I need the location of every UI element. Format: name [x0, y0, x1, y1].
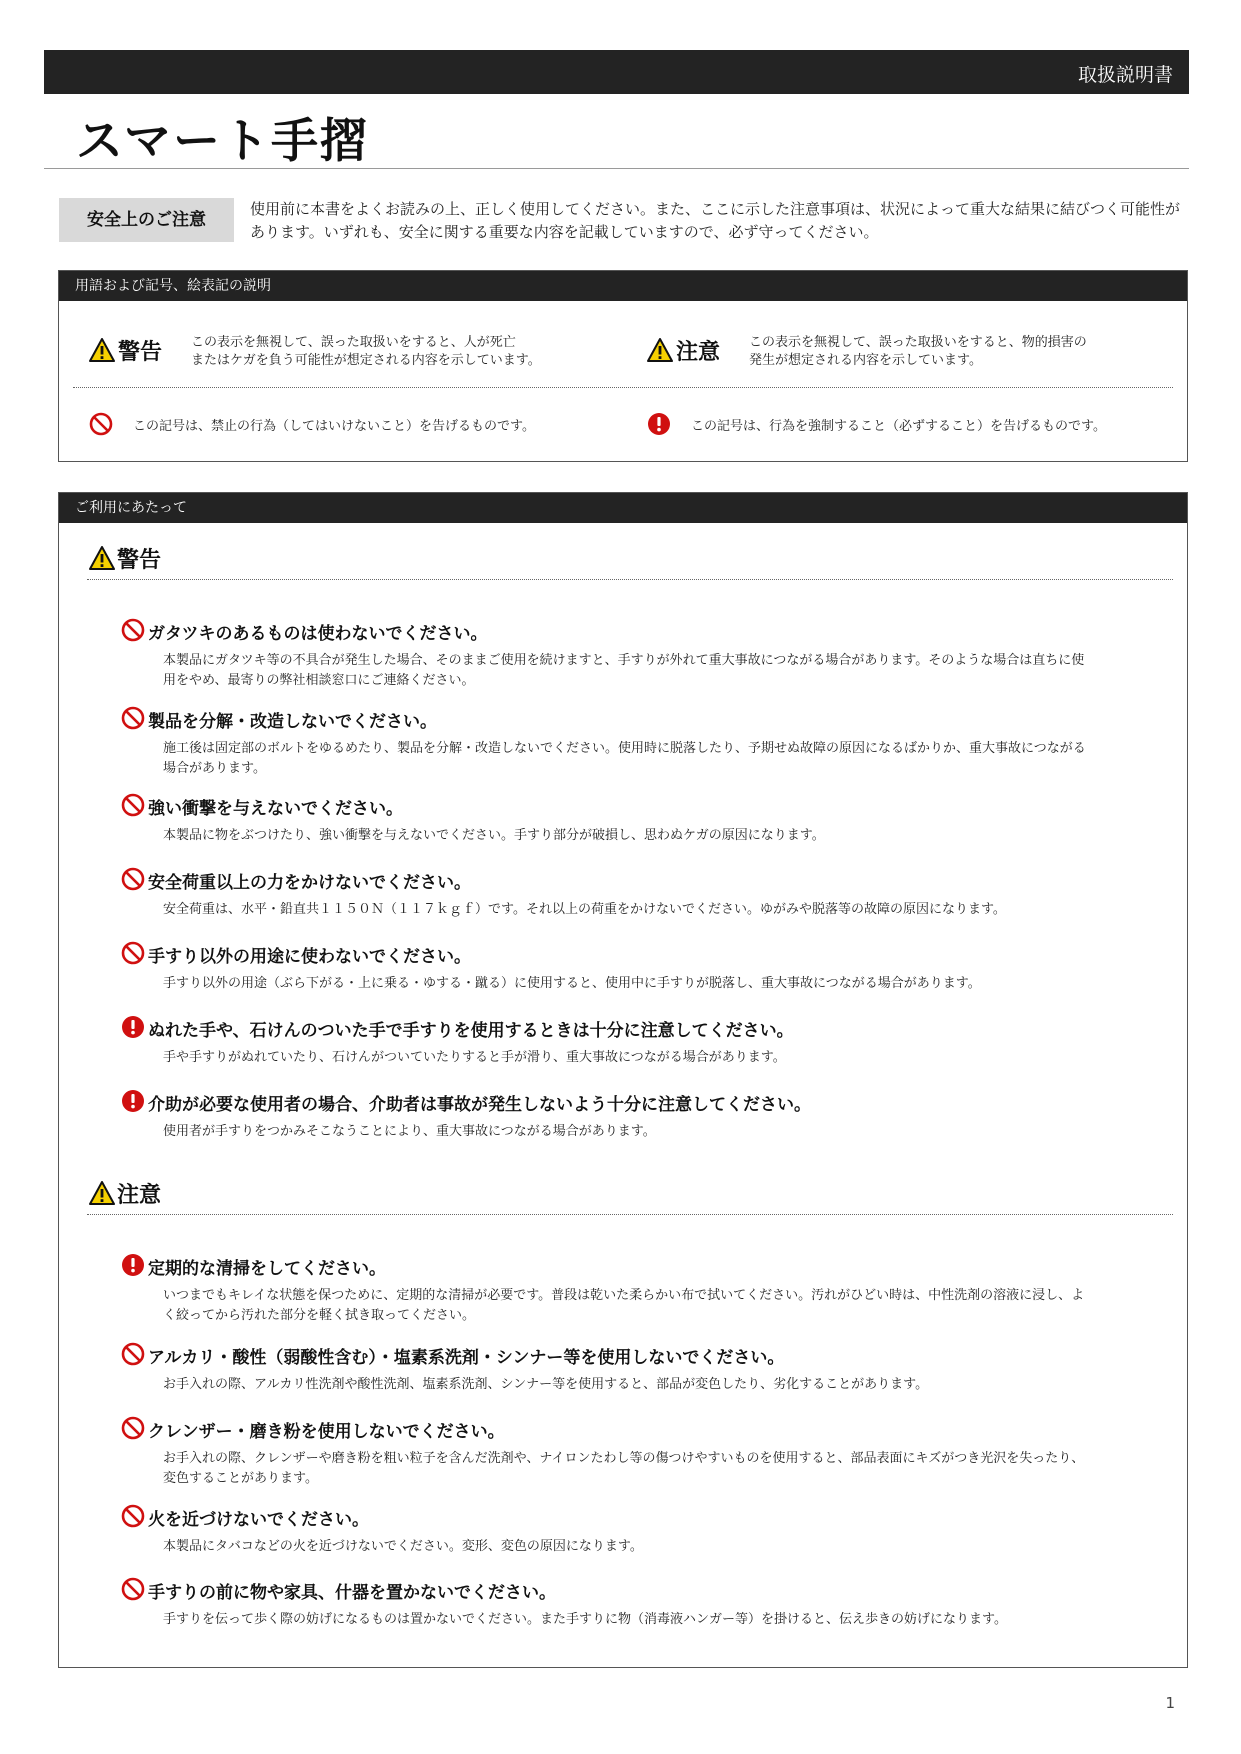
mandatory-icon [121, 1015, 145, 1039]
caution-item-title: アルカリ・酸性（弱酸性含む）・塩素系洗剤・シンナー等を使用しないでください。 [148, 1348, 785, 1368]
caution-item-title: 手すりの前に物や家具、什器を置かないでください。 [148, 1583, 556, 1603]
warning-label: 警告 [118, 340, 163, 365]
caution-item-body: お手入れの際、アルカリ性洗剤や酸性洗剤、塩素系洗剤、シンナー等を使用すると、部品が変色したり、劣化することがあります。 [163, 1377, 929, 1392]
warning-item-body: 使用者が手すりをつかみそこなうことにより、重大事故につながる場合があります。 [163, 1124, 656, 1139]
warning-item-body: 本製品に物をぶつけたり、強い衝撃を与えないでください。手すり部分が破損し、思わぬケガの原因になります。 [163, 828, 825, 843]
page-title: スマート手摺 [76, 114, 370, 169]
warning-item-title: 安全荷重以上の力をかけないでください。 [148, 873, 471, 893]
prohibit-icon [121, 618, 145, 642]
warning-item-title: ガタツキのあるものは使わないでください。 [148, 624, 488, 644]
caution-section-icon [89, 1181, 115, 1205]
document-type: 取扱説明書 [1077, 64, 1173, 86]
warning-item-body: 手すり以外の用途（ぶら下がる・上に乗る・ゆする・蹴る）に使用すると、使用中に手すりが脱落し、重大事故につながる場合があります。 [163, 976, 981, 991]
caution-item-body: 本製品にタバコなどの火を近づけないでください。変形、変色の原因になります。 [163, 1539, 643, 1554]
prohibit-icon [121, 706, 145, 730]
caution-item-title: 定期的な清掃をしてください。 [148, 1259, 386, 1279]
mandatory-icon [121, 1089, 145, 1113]
caution-item-body: お手入れの際、クレンザーや磨き粉を粗い粒子を含んだ洗剤や、ナイロンたわし等の傷つけやすいものを使用すると、部品表面にキズがつき光沢を失ったり、変色することがあります。 [163, 1451, 1085, 1486]
warning-section-title: 警告 [117, 548, 162, 573]
definitions-heading: 用語および記号、絵表記の説明 [59, 271, 1187, 301]
warning-item-body: 本製品にガタツキ等の不具合が発生した場合、そのままご使用を続けますと、手すりが外れて重大事故につながる場合があります。そのような場合は直ちに使用をやめ、最寄りの弊社相談窓口にご連絡ください。 [163, 653, 1085, 688]
prohibit-icon [121, 1504, 145, 1528]
warning-item-body: 手や手すりがぬれていたり、石けんがついていたりすると手が滑り、重大事故につながる場合があります。 [163, 1050, 786, 1065]
header-bar [44, 50, 1189, 94]
warning-section-divider [87, 579, 1173, 580]
caution-item-title: クレンザー・磨き粉を使用しないでください。 [148, 1422, 505, 1442]
caution-section-divider [87, 1214, 1173, 1215]
caution-item-body: 手すりを伝って歩く際の妨げになるものは置かないでください。また手すりに物（消毒液ハンガー等）を掛けると、伝え歩きの妨げになります。 [163, 1612, 1007, 1627]
prohibit-icon [121, 1577, 145, 1601]
warning-triangle-icon [89, 338, 115, 362]
prohibit-icon [121, 941, 145, 965]
mandatory-icon [647, 412, 671, 436]
warning-item-body: 安全荷重は、水平・鉛直共１１５０Ｎ（１１７ｋｇｆ）です。それ以上の荷重をかけないでください。ゆがみや脱落等の故障の原因になります。 [163, 902, 1006, 917]
caution-triangle-icon [647, 338, 673, 362]
safety-label: 安全上のご注意 [59, 198, 234, 242]
prohibit-icon [121, 867, 145, 891]
caution-description-line-2: 発生が想定される内容を示しています。 [749, 353, 982, 368]
warning-section-icon [89, 546, 115, 570]
warning-description-line-1: この表示を無視して、誤った取扱いをすると、人が死亡 [191, 335, 516, 350]
prohibit-icon [89, 412, 113, 436]
warning-item-body: 施工後は固定部のボルトをゆるめたり、製品を分解・改造しないでください。使用時に脱落したり、予期せぬ故障の原因になるばかりか、重大事故につながる場合があります。 [163, 741, 1086, 776]
title-divider [44, 168, 1189, 169]
prohibit-icon [121, 1416, 145, 1440]
caution-label: 注意 [676, 340, 721, 365]
prohibit-description: この記号は、禁止の行為（してはいけないこと）を告げるものです。 [133, 419, 535, 434]
caution-section-title: 注意 [117, 1183, 162, 1208]
warning-item-title: 強い衝撃を与えないでください。 [148, 799, 403, 819]
caution-item-body: いつまでもキレイな状態を保つために、定期的な清掃が必要です。普段は乾いた柔らかい布で拭いてください。汚れがひどい時は、中性洗剤の溶液に浸し、よく絞ってから汚れた部分を軽く拭き取ってください。 [163, 1288, 1085, 1323]
safety-intro: 使用前に本書をよくお読みの上、正しく使用してください。また、ここに示した注意事項は、状況によって重大な結果に結びつく可能性があります。いずれも、安全に関する重要な内容を記載していますので、必ず守ってください。 [250, 200, 1181, 241]
warning-item-title: 手すり以外の用途に使わないでください。 [148, 947, 471, 967]
warning-item-title: ぬれた手や、石けんのついた手で手すりを使用するときは十分に注意してください。 [148, 1021, 794, 1041]
usage-box [58, 492, 1188, 1668]
warning-description-line-2: またはケガを負う可能性が想定される内容を示しています。 [191, 353, 541, 368]
definitions-divider [73, 387, 1173, 388]
caution-description-line-1: この表示を無視して、誤った取扱いをすると、物的損害の [749, 335, 1087, 350]
page-number: 1 [1165, 1694, 1175, 1712]
usage-heading: ご利用にあたって [59, 493, 1187, 523]
warning-item-title: 製品を分解・改造しないでください。 [148, 712, 437, 732]
prohibit-icon [121, 793, 145, 817]
warning-description [191, 334, 541, 370]
caution-description [749, 334, 1087, 370]
mandatory-description: この記号は、行為を強制すること（必ずすること）を告げるものです。 [691, 419, 1106, 434]
warning-item-title: 介助が必要な使用者の場合、介助者は事故が発生しないよう十分に注意してください。 [148, 1095, 811, 1115]
prohibit-icon [121, 1342, 145, 1366]
mandatory-icon [121, 1253, 145, 1277]
definitions-box [58, 270, 1188, 462]
caution-item-title: 火を近づけないでください。 [148, 1510, 369, 1530]
